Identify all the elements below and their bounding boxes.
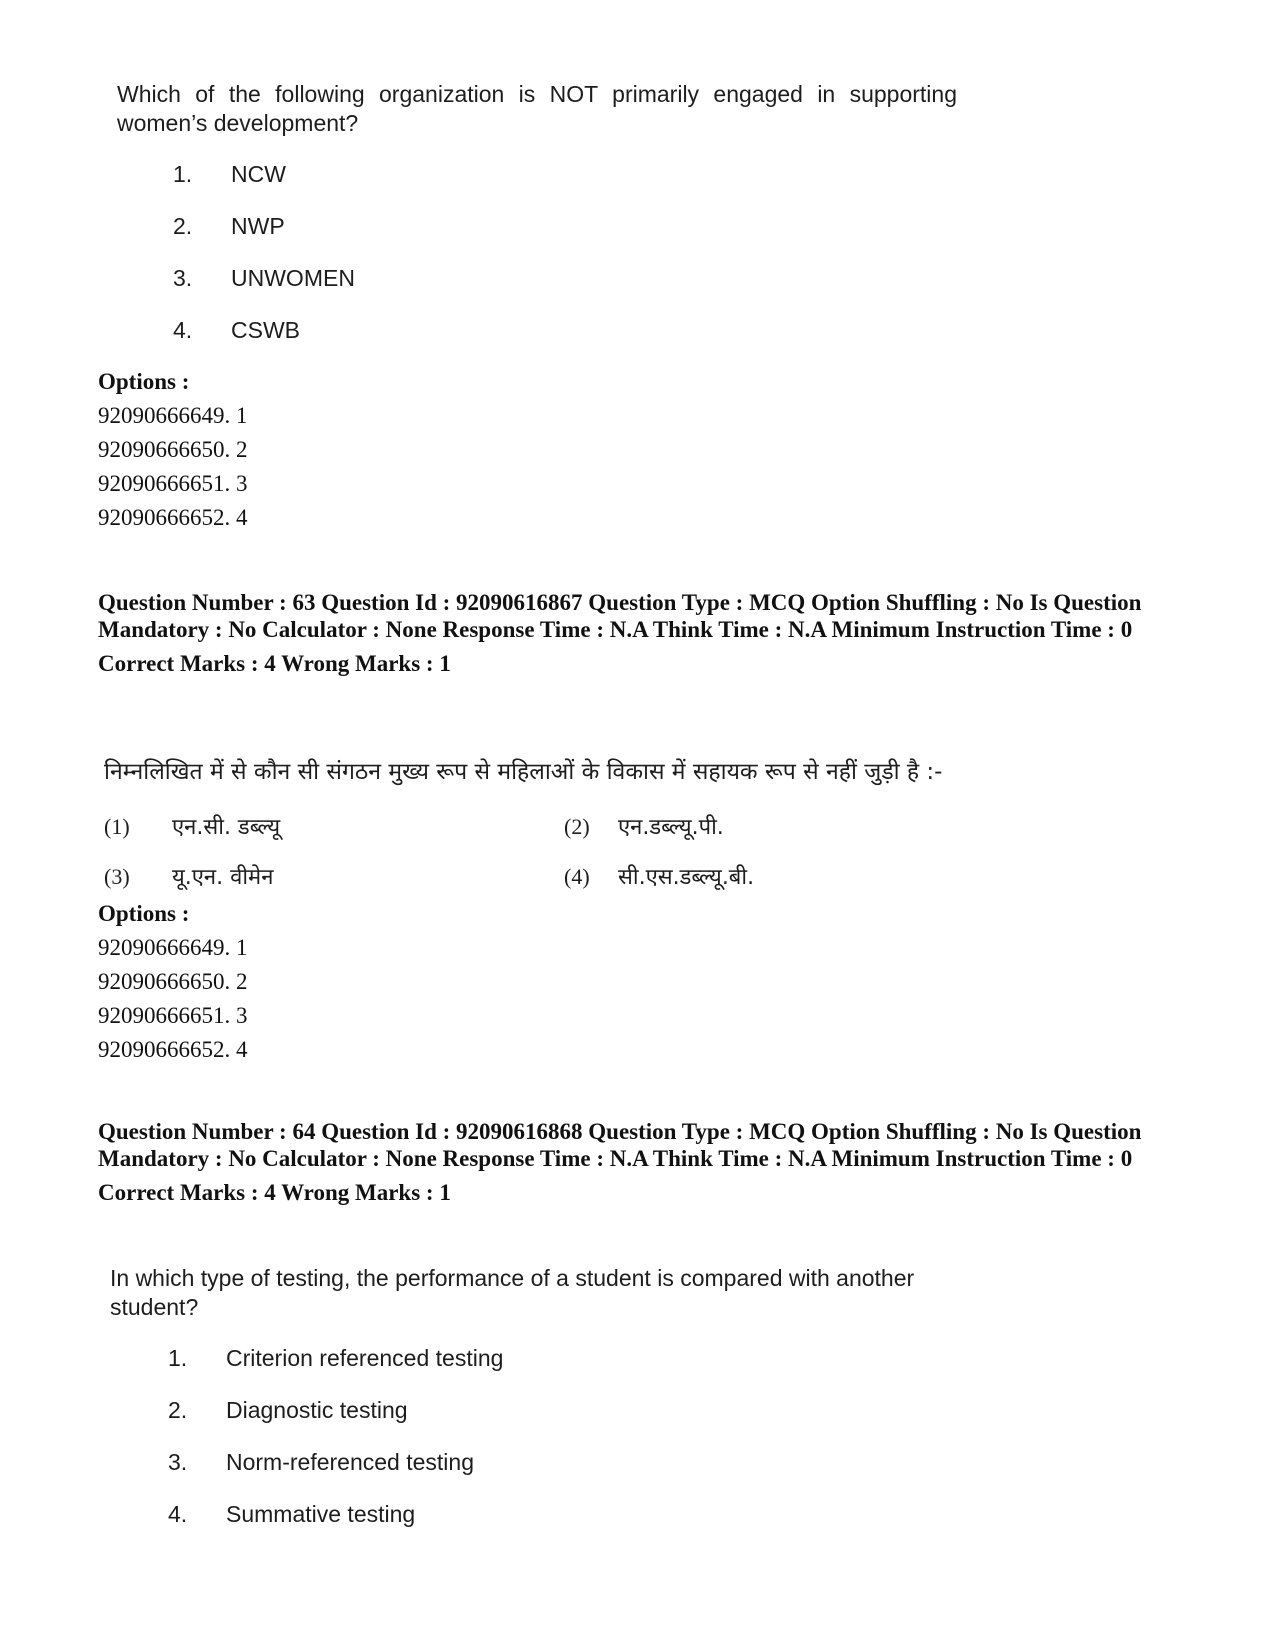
- option-label: NWP: [231, 213, 285, 239]
- option-label: Criterion referenced testing: [226, 1345, 504, 1371]
- option-id-line: 92090666652. 4: [98, 505, 248, 530]
- option-number: 4.: [173, 317, 193, 343]
- list-item: [168, 1448, 970, 1477]
- option-number: 3.: [173, 265, 193, 291]
- question-meta-line: Question Number : 63 Question Id : 92090616867 Question Type : MCQ Option Shuffling : No Is Question Mandatory : No Calculator : None Response Time : N.A Think Time : N.A Minimum Instruction Time : 0: [98, 590, 1142, 642]
- question-63-metadata: [98, 589, 1188, 677]
- question-63-option-ids: [98, 897, 248, 1067]
- option-number: (3): [104, 864, 130, 889]
- option-label: एन.सी. डब्ल्यू: [172, 815, 281, 840]
- list-item: [173, 264, 957, 293]
- list-item: [173, 160, 957, 189]
- question-64-text: In which type of testing, the performance of a student is compared with another student?: [110, 1265, 915, 1320]
- list-item: [104, 860, 564, 894]
- question-63-text: निम्नलिखित में से कौन सी संगठन मुख्य रूप से महिलाओं के विकास में सहायक रूप से नहीं जुड़ी है :-: [104, 759, 943, 785]
- option-label: सी.एस.डब्ल्यू.बी.: [618, 865, 755, 890]
- option-label: CSWB: [231, 317, 300, 343]
- list-item: [564, 860, 984, 894]
- option-id-line: 92090666652. 4: [98, 1037, 248, 1062]
- question-64-metadata: [98, 1118, 1188, 1206]
- option-id-line: 92090666651. 3: [98, 471, 248, 496]
- list-item: [173, 316, 957, 345]
- question-62-block: [117, 80, 957, 345]
- list-item: [168, 1344, 970, 1373]
- option-label: Norm-referenced testing: [226, 1449, 474, 1475]
- question-64-options: [168, 1344, 970, 1529]
- question-marks-line: Correct Marks : 4 Wrong Marks : 1: [98, 651, 451, 676]
- options-heading: Options :: [98, 369, 190, 394]
- option-label: NCW: [231, 161, 286, 187]
- question-63-block: [104, 756, 984, 894]
- option-label: यू.एन. वीमेन: [172, 865, 274, 890]
- option-number: (1): [104, 814, 130, 839]
- question-meta-line: Question Number : 64 Question Id : 92090616868 Question Type : MCQ Option Shuffling : No Is Question Mandatory : No Calculator : None Response Time : N.A Think Time : N.A Minimum Instruction Time : 0: [98, 1119, 1142, 1171]
- option-id-line: 92090666651. 3: [98, 1003, 248, 1028]
- question-62-option-ids: [98, 365, 248, 535]
- option-number: 1.: [168, 1345, 188, 1371]
- list-item: [564, 810, 984, 844]
- question-64-block: [110, 1264, 970, 1529]
- option-number: 4.: [168, 1501, 188, 1527]
- option-id-line: 92090666649. 1: [98, 403, 248, 428]
- option-number: (4): [564, 864, 590, 889]
- option-number: 2.: [168, 1397, 188, 1423]
- option-number: 3.: [168, 1449, 188, 1475]
- question-marks-line: Correct Marks : 4 Wrong Marks : 1: [98, 1180, 451, 1205]
- option-number: 2.: [173, 213, 193, 239]
- option-label: एन.डब्ल्यू.पी.: [618, 815, 724, 840]
- list-item: [173, 212, 957, 241]
- option-label: Diagnostic testing: [226, 1397, 408, 1423]
- option-id-line: 92090666650. 2: [98, 437, 248, 462]
- options-heading: Options :: [98, 901, 190, 926]
- option-label: Summative testing: [226, 1501, 416, 1527]
- option-id-line: 92090666650. 2: [98, 969, 248, 994]
- list-item: [168, 1396, 970, 1425]
- option-label: UNWOMEN: [231, 265, 355, 291]
- list-item: [168, 1500, 970, 1529]
- question-62-options: [173, 160, 957, 345]
- option-id-line: 92090666649. 1: [98, 935, 248, 960]
- option-number: (2): [564, 814, 590, 839]
- list-item: [104, 810, 564, 844]
- option-number: 1.: [173, 161, 193, 187]
- question-62-text: Which of the following organization is NOT primarily engaged in supporting women’s development?: [117, 81, 957, 136]
- question-63-options: [104, 810, 984, 894]
